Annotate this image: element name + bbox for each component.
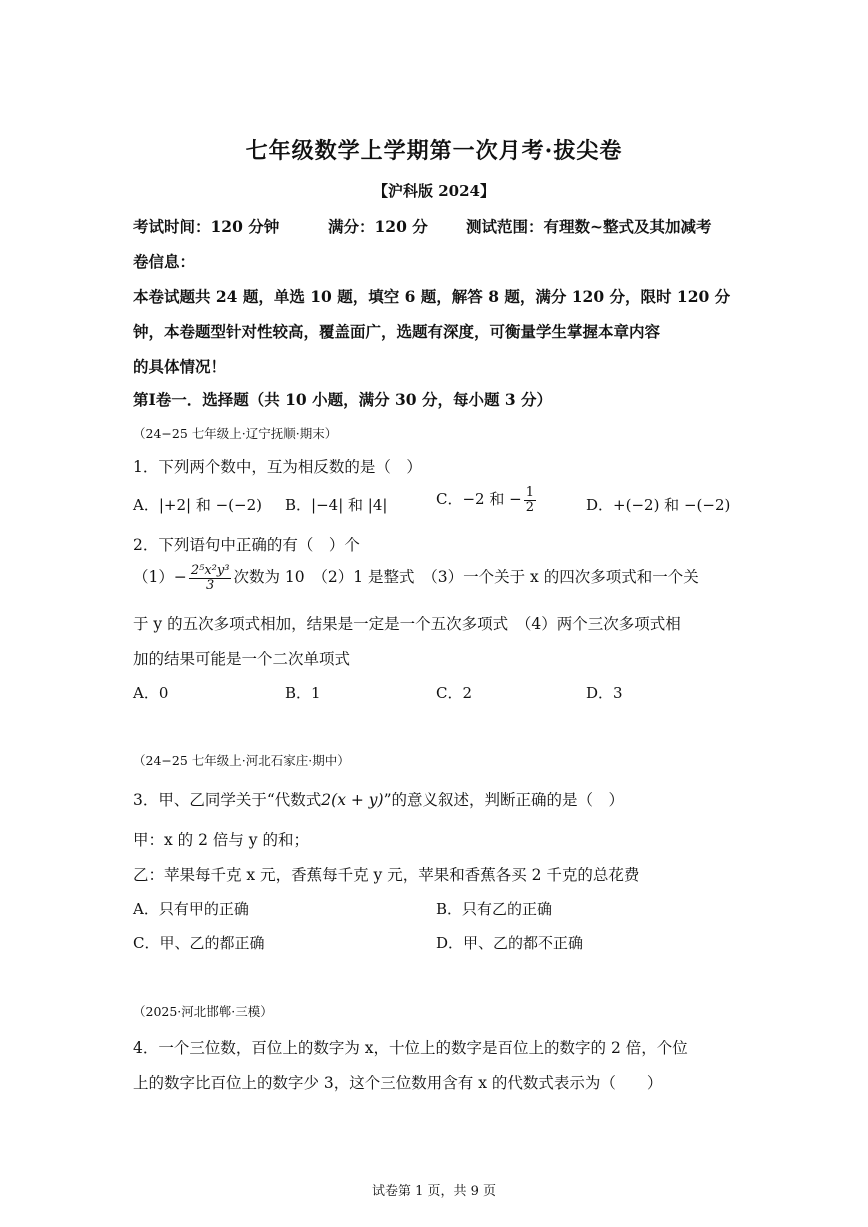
page-footer: 试卷第 1 页，共 9 页 xyxy=(371,1184,497,1199)
edition-label: 【沪科版 2024】 xyxy=(373,182,495,200)
section-1-heading: 第Ⅰ卷一．选择题（共 10 小题，满分 30 分，每小题 3 分） xyxy=(133,390,553,409)
q2-denominator: 3 xyxy=(206,577,215,593)
q2-option-c[interactable]: C．2 xyxy=(436,684,473,702)
q1-stem: 1．下列两个数中，互为相反数的是（ ） xyxy=(133,458,422,476)
q1-source: （24−25 七年级上·辽宁抚顺·期末） xyxy=(133,426,338,441)
q2-line-2: 于 y 的五次多项式相加，结果是一定是一个五次多项式 （4）两个三次多项式相 xyxy=(133,615,681,633)
q1-option-b[interactable] xyxy=(285,494,387,515)
q3-yi-statement: 乙：苹果每千克 x 元，香蕉每千克 y 元，苹果和香蕉各买 2 千克的总花费 xyxy=(133,866,640,884)
exam-time: 考试时间：120 分钟 xyxy=(133,217,280,236)
q2-option-d[interactable]: D．3 xyxy=(586,684,623,702)
q4-line-2: 上的数字比百位上的数字少 3，这个三位数用含有 x 的代数式表示为（ ） xyxy=(133,1074,663,1092)
q2-numerator: 2⁵x²y³ xyxy=(190,563,230,578)
q2-l1-pre: （1）− xyxy=(133,568,187,587)
q1-option-a[interactable] xyxy=(133,494,262,515)
test-scope: 测试范围：有理数~整式及其加减考 xyxy=(466,217,712,236)
q3-stem-math: 2(x + y) xyxy=(321,791,384,809)
q2-line-3: 加的结果可能是一个二次单项式 xyxy=(133,650,351,668)
q3-option-b[interactable]: B．只有乙的正确 xyxy=(436,900,553,918)
q3-stem-pre: 3．甲、乙同学关于“代数式 xyxy=(133,791,322,809)
q1-b-label: B． xyxy=(285,496,312,514)
q1-b-math: |−4| 和 |4| xyxy=(311,496,388,514)
intro-line-1: 本卷试题共 24 题，单选 10 题，填空 6 题，解答 8 题，满分 120 分，限时 120 分 xyxy=(133,287,731,306)
q2-fraction xyxy=(189,564,232,592)
q1-c-pre: −2 和 − xyxy=(462,490,522,509)
q4-source: （2025·河北邯郸·三模） xyxy=(133,1004,273,1019)
q1-d-math: +(−2) 和 −(−2) xyxy=(613,496,731,514)
q3-stem xyxy=(133,788,624,810)
q2-option-a[interactable]: A．0 xyxy=(133,684,169,702)
q3-option-d[interactable]: D．甲、乙的都不正确 xyxy=(436,934,584,952)
q2-l1-post: 次数为 10 （2）1 是整式 （3）一个关于 x 的四次多项式和一个关 xyxy=(233,568,699,587)
q3-jia-statement: 甲：x 的 2 倍与 y 的和； xyxy=(133,831,309,849)
q1-c-fraction xyxy=(524,486,536,514)
q1-c-label: C． xyxy=(436,490,463,509)
q3-option-c[interactable]: C．甲、乙的都正确 xyxy=(133,934,265,952)
q3-option-a[interactable]: A．只有甲的正确 xyxy=(133,900,249,918)
intro-line-3: 的具体情况！ xyxy=(133,357,227,376)
intro-line-2: 钟，本卷题型针对性较高，覆盖面广，选题有深度，可衡量学生掌握本章内容 xyxy=(133,322,661,341)
page-title: 七年级数学上学期第一次月考·拔尖卷 xyxy=(245,138,623,164)
q1-a-label: A． xyxy=(133,496,159,514)
q3-source: （24−25 七年级上·河北石家庄·期中） xyxy=(133,753,350,768)
q1-a-math: |+2| 和 −(−2) xyxy=(158,496,262,514)
q1-option-c[interactable] xyxy=(436,486,538,514)
q1-c-numerator: 1 xyxy=(525,485,534,500)
q2-option-b[interactable]: B．1 xyxy=(285,684,321,702)
q2-line-1 xyxy=(133,564,699,592)
q1-d-label: D． xyxy=(586,496,614,514)
q3-stem-post: ”的意义叙述，判断正确的是（ ） xyxy=(383,791,625,809)
q1-c-denominator: 2 xyxy=(525,499,534,515)
full-score: 满分：120 分 xyxy=(328,217,428,236)
test-scope-cont: 卷信息： xyxy=(133,252,196,271)
q1-option-d[interactable] xyxy=(586,494,730,515)
q2-stem: 2．下列语句中正确的有（ ）个 xyxy=(133,536,360,554)
q4-line-1: 4．一个三位数，百位上的数字为 x，十位上的数字是百位上的数字的 2 倍，个位 xyxy=(133,1039,688,1057)
